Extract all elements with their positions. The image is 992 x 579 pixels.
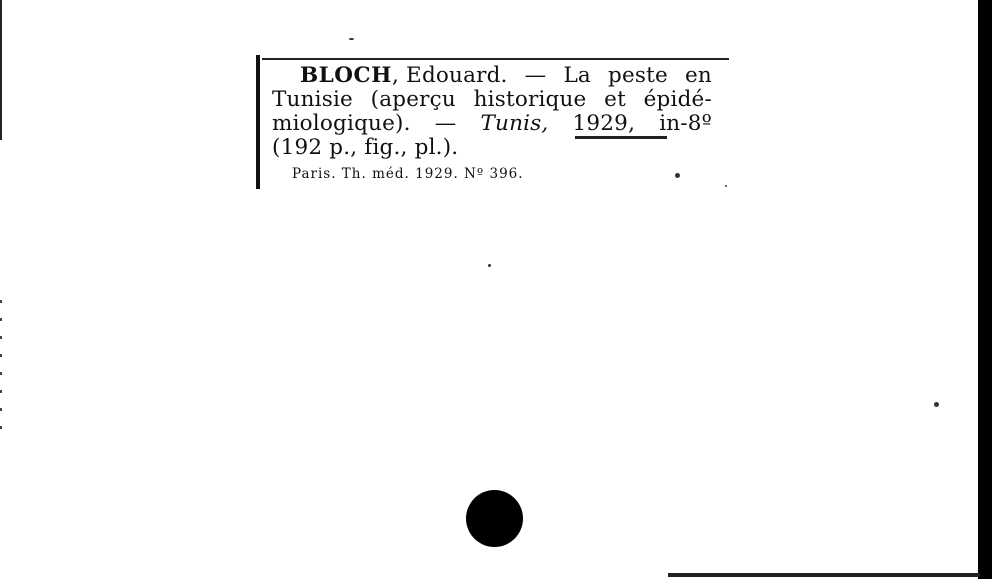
scan-bottom-edge <box>668 573 980 577</box>
publication-place: Tunis, <box>480 111 549 136</box>
collation: (192 p., fig., pl.). <box>272 135 459 160</box>
speck <box>934 402 939 407</box>
catalog-entry <box>272 64 712 160</box>
speck <box>488 264 491 267</box>
entry-line-4 <box>272 136 712 160</box>
author-separator: , <box>391 63 399 88</box>
entry-line-3 <box>272 112 712 136</box>
title-word: peste <box>608 63 668 88</box>
card-left-rule <box>256 55 260 189</box>
thesis-note: Paris. Th. méd. 1929. Nº 396. <box>292 166 524 182</box>
title-word: historique <box>473 87 587 112</box>
title-word: en <box>685 63 712 88</box>
title-word: miologique). <box>272 111 411 136</box>
card-top-rule <box>262 58 729 60</box>
scan-right-edge <box>978 0 992 579</box>
title-word: épidé- <box>643 87 712 112</box>
publication-year: 1929, <box>572 111 636 136</box>
author-given: Edouard. <box>406 63 508 88</box>
dash: — <box>524 63 547 88</box>
scan-left-dots <box>0 300 2 430</box>
title-word: et <box>604 87 626 112</box>
format: in-8º <box>659 111 712 136</box>
speck <box>349 38 354 40</box>
title-word: La <box>563 63 591 88</box>
entry-line-1 <box>272 64 712 88</box>
scan-left-edge <box>0 0 2 140</box>
author-surname: BLOCH <box>300 63 392 88</box>
entry-line-2 <box>272 88 712 112</box>
punch-hole <box>466 490 523 547</box>
title-word: (aperçu <box>370 87 456 112</box>
speck <box>725 185 727 187</box>
speck <box>675 173 680 178</box>
title-word: Tunisie <box>272 87 353 112</box>
author <box>300 64 508 88</box>
dash: — <box>434 111 457 136</box>
